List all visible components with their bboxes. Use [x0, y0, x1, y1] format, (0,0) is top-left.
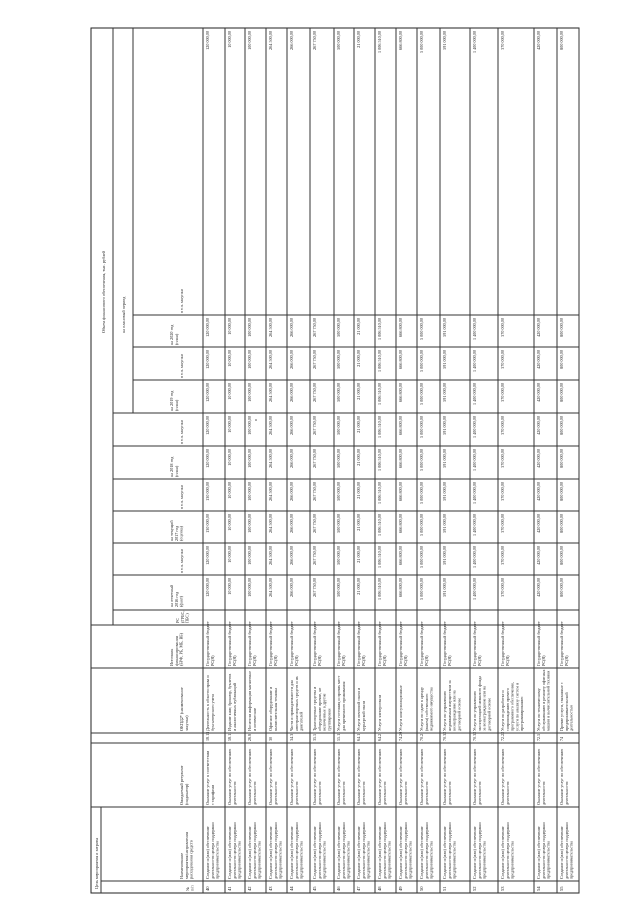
row-amount: 5 000 000,00 [419, 318, 424, 340]
row-goal: Создание и (или) обеспечениедеятельности центра поддержкипредпринимательства [500, 822, 515, 879]
row-amount: 800 000,00 [559, 31, 564, 50]
row-okpd-name: Части и принадлежности дляавтотранспортных средств и ихдвигателей [289, 676, 304, 731]
row-number: 55 [559, 886, 564, 891]
row-amount: 264 500,00 [268, 416, 273, 435]
row-amount: 100 000,00 [247, 449, 252, 468]
row-amount: 267 750,00 [312, 318, 317, 337]
row-amount: 800 000,00 [559, 318, 564, 337]
header-plan-2018: на 2018 год(план) [169, 456, 179, 477]
row-amount: 1 006 510,00 [377, 318, 382, 340]
row-amount: 1 006 510,00 [377, 31, 382, 53]
row-amount: 10 000,00 [227, 482, 232, 499]
row-amount: 500 000,00 [336, 383, 341, 402]
row-amount: 21 000,00 [356, 383, 361, 400]
row-goal: Создание и (или) обеспечениедеятельности центра поддержкипредпринимательства [289, 822, 304, 879]
header-2019: на 2019 год(план) [169, 390, 179, 411]
row-amount: 5 000 000,00 [419, 546, 424, 568]
row-amount: 500 000,00 [336, 482, 341, 501]
row-okpd-name: Услуги по сдаче в аренду(внаем) собственногонедвижимого имущества [419, 687, 434, 731]
row-amount: 591 000,00 [442, 449, 447, 468]
row-okpd-code: 34.3 [289, 733, 294, 741]
row-goal: Создание и (или) обеспечениедеятельности центра поддержкипредпринимательства [377, 822, 392, 879]
row-amount: 420 000,00 [536, 416, 541, 435]
row-amount: 1 006 510,00 [377, 350, 382, 372]
row-okpd-code: 72.5 [536, 733, 541, 741]
row-amount: 120 000,00 [205, 383, 210, 402]
header-goal-name: Наименованиемероприятия/направлениярасходования средств [179, 832, 194, 879]
row-amount: 370 000,00 [500, 31, 505, 50]
row-amount: 666 800,00 [398, 449, 403, 468]
row-amount: 370 000,00 [500, 416, 505, 435]
row-amount: 1 006 510,00 [377, 578, 382, 600]
row-amount: 266 000,00 [289, 383, 294, 402]
row-okpd-code: 26.8 [247, 733, 252, 741]
row-amount: 266 000,00 [289, 578, 294, 597]
row-okpd-code: 74.20 [398, 731, 403, 741]
row-goal: Создание и (или) обеспечениедеятельности центра поддержкипредпринимательства [472, 822, 487, 879]
row-amount: 591 000,00 [442, 383, 447, 402]
header-goal-group: Цель мероприятия и затраты [94, 837, 99, 889]
row-amount: 666 800,00 [398, 318, 403, 337]
row-amount: 267 750,00 [312, 514, 317, 533]
row-amount: 420 000,00 [536, 482, 541, 501]
row-amount: 267 750,00 [312, 350, 317, 369]
row-amount: 10 000,00 [227, 514, 232, 531]
row-okpd-code: 55.11 [336, 731, 341, 741]
row-goal: Создание и (или) обеспечениедеятельности центра поддержкипредпринимательства [356, 822, 371, 879]
row-source: Государственный бюджетРС(Я) [268, 621, 278, 666]
row-amount: 666 800,00 [398, 350, 403, 369]
row-amount: 10 000,00 [227, 318, 232, 335]
row-goal: Создание и (или) обеспечениедеятельности центра поддержкипредпринимательства [227, 822, 242, 879]
header-source: Источникфинансирования(БРФ, РБ, МБ, ВБ) [169, 632, 184, 666]
row-number: 41 [227, 886, 232, 891]
header-2020: на 2020 год(план) [169, 324, 179, 345]
row-amount: 800 000,00 [559, 482, 564, 501]
row-okpd-name: Носители информации магнитныеи оптические [247, 670, 257, 731]
row-amount: 1 400 000,00 [472, 578, 477, 600]
row-okpd-name: Деятельность в области права ибухгалтерского учета [205, 675, 215, 731]
row-amount: 800 000,00 [559, 546, 564, 565]
row-amount: 5 000 000,00 [419, 449, 424, 471]
row-amount: 100 000,00 [247, 514, 252, 533]
row-amount: 666 800,00 [398, 514, 403, 533]
row-number: 45 [312, 886, 317, 891]
row-expected-result: Оказание услуг по обеспечениюдеятельности [398, 748, 408, 805]
row-source: Государственный бюджетРС(Я) [442, 621, 452, 666]
row-amount: 370 000,00 [500, 350, 505, 369]
row-source: Государственный бюджетРС(Я) [559, 621, 569, 666]
row-amount: 1 006 510,00 [377, 383, 382, 405]
row-goal: Создание и (или) обеспечениедеятельности центра поддержкипредпринимательства [247, 822, 262, 879]
row-goal: Создание и (или) обеспечениедеятельности центра поддержкипредпринимательства [442, 822, 457, 879]
row-okpd-code: 18.13 [205, 731, 210, 741]
row-amount: 120 000,00 [205, 318, 210, 337]
row-okpd-name: Издание книг, брошюр, буклетови аналогичных публикаций [227, 673, 237, 731]
row-expected-result: Оказание услуг в соответствиис тарифами [205, 750, 215, 805]
row-amount: 800 000,00 [559, 449, 564, 468]
row-amount: 370 000,00 [500, 482, 505, 501]
row-okpd-name: Услуги по управлениюнедвижимым имуществом завознаграждение или надоговорной основе [442, 680, 462, 731]
row-amount: 800 000,00 [559, 383, 564, 402]
row-amount: 591 000,00 [442, 482, 447, 501]
row-amount: 100 000,00 [247, 578, 252, 597]
row-amount: 264 500,00 [268, 318, 273, 337]
row-amount: 1 400 000,00 [472, 416, 477, 438]
row-amount: 120 000,00 [205, 31, 210, 50]
header-incl-purchases: в т.ч. закупки [179, 420, 184, 444]
row-amount: 370 000,00 [500, 318, 505, 337]
header-current-2017: на текущий2017 год(оценка) [169, 520, 184, 541]
row-amount: 666 800,00 [398, 416, 403, 435]
row-amount: 500 000,00 [336, 31, 341, 50]
row-amount: 1 006 510,00 [377, 546, 382, 568]
row-number: 43 [268, 886, 273, 891]
row-amount: 666 800,00 [398, 383, 403, 402]
row-source: Государственный бюджетРС(Я) [336, 621, 346, 666]
row-amount: 800 000,00 [559, 578, 564, 597]
row-okpd-name: Услуги по техническомуобслуживанию и ремонту офисныхмашин и вычислительной техники [536, 669, 551, 731]
row-amount: 420 000,00 [536, 546, 541, 565]
row-amount: 267 750,00 [312, 449, 317, 468]
row-source: Государственный бюджетРС(Я) [356, 621, 366, 666]
header-planning-group: на плановый период [121, 296, 126, 333]
row-expected-result: Оказание услуг по обеспечениюдеятельности [336, 748, 346, 805]
row-okpd-name: Услуги почтовой связи икурьерской связи [356, 688, 366, 731]
row-amount: 1 400 000,00 [472, 546, 477, 568]
row-amount: 21 000,00 [356, 482, 361, 499]
row-amount: 370 000,00 [500, 514, 505, 533]
row-source: Государственный бюджетРС(Я) [377, 621, 387, 666]
row-amount: 5 000 000,00 [419, 350, 424, 372]
row-amount: 1 006 510,00 [377, 449, 382, 471]
row-source: Государственный бюджетРС(Я) [289, 621, 299, 666]
row-amount: 1 006 510,00 [377, 416, 382, 438]
row-amount: 591 000,00 [442, 416, 447, 435]
row-amount: 666 800,00 [398, 546, 403, 565]
row-expected-result: Оказание услуг по обеспечениюдеятельности [268, 748, 278, 805]
row-amount: 267 750,00 [312, 546, 317, 565]
row-goal: Создание и (или) обеспечениедеятельности центра поддержкипредпринимательства [205, 822, 220, 879]
row-source: Государственный бюджетРС(Я) [247, 621, 257, 666]
row-okpd-name: Услуги консультационные [398, 685, 403, 731]
row-amount: 266 000,00 [289, 482, 294, 501]
row-expected-result: Оказание услуг по обеспечениюдеятельности [472, 748, 482, 805]
row-amount: 5 000 000,00 [419, 31, 424, 53]
row-number: 46 [336, 886, 341, 891]
row-amount: 1 400 000,00 [472, 350, 477, 372]
row-amount: 420 000,00 [536, 514, 541, 533]
scan-speck [255, 419, 257, 421]
row-amount: 1 400 000,00 [472, 449, 477, 471]
row-okpd-name: Транспортные средства иоборудование прочие, невключенные в другиегруппировки [312, 686, 332, 731]
row-amount: 130 000,00 [205, 482, 210, 501]
row-okpd-code: 70.2 [419, 733, 424, 741]
row-expected-result: Оказание услуг по обеспечениюдеятельности [536, 748, 546, 805]
row-source: Государственный бюджетРС(Я) [419, 621, 429, 666]
row-number: 42 [247, 886, 252, 891]
row-amount: 264 500,00 [268, 31, 273, 50]
row-amount: 21 000,00 [356, 318, 361, 335]
row-source: Государственный бюджетРС(Я) [472, 621, 482, 666]
row-amount: 266 000,00 [289, 416, 294, 435]
row-expected-result: Оказание услуг по обеспечениюдеятельности [442, 748, 452, 805]
row-amount: 5 000 000,00 [419, 578, 424, 600]
row-amount: 120 000,00 [205, 546, 210, 565]
row-number: 47 [356, 886, 361, 891]
row-okpd-code: 72.22 [500, 731, 505, 741]
row-amount: 130 000,00 [205, 514, 210, 533]
row-amount: 420 000,00 [536, 383, 541, 402]
row-okpd-name: Услуги электросвязи [377, 694, 382, 731]
row-amount: 10 000,00 [227, 350, 232, 367]
header-kbk: РС(ГРБС,ПБС) [175, 610, 190, 623]
row-amount: 591 000,00 [442, 578, 447, 597]
row-amount: 264 500,00 [268, 578, 273, 597]
row-amount: 100 000,00 [247, 546, 252, 565]
row-amount: 591 000,00 [442, 31, 447, 50]
row-goal: Создание и (или) обеспечениедеятельности центра поддержкипредпринимательства [559, 822, 574, 879]
row-amount: 266 000,00 [289, 449, 294, 468]
header-funding-group: Объем финансового обеспечения, тыс. рублей [101, 250, 106, 333]
row-amount: 120 000,00 [205, 578, 210, 597]
row-amount: 666 800,00 [398, 482, 403, 501]
row-amount: 21 000,00 [356, 449, 361, 466]
row-amount: 1 400 000,00 [472, 31, 477, 53]
row-okpd-name: Услуги по разработке исопровождению прочегопрограммного обеспечения,услуги по анализу систем ипрограммированию [500, 682, 525, 731]
row-amount: 500 000,00 [336, 546, 341, 565]
row-source: Государственный бюджетРС(Я) [205, 621, 215, 666]
row-amount: 420 000,00 [536, 318, 541, 337]
header-incl-purchases: в т.ч. закупки [179, 354, 184, 378]
row-expected-result: Оказание услуг по обеспечениюдеятельности [312, 748, 322, 805]
row-amount: 420 000,00 [536, 350, 541, 369]
row-okpd-code: 58.11 [227, 731, 232, 741]
row-source: Государственный бюджетРС(Я) [312, 621, 322, 666]
row-amount: 100 000,00 [247, 482, 252, 501]
row-okpd-code: 35.5 [312, 733, 317, 741]
row-source: Государственный бюджетРС(Я) [500, 621, 510, 666]
row-amount: 264 500,00 [268, 449, 273, 468]
header-fact-2016: на отчетный2016 год(факт) [169, 584, 184, 607]
row-amount: 10 000,00 [227, 578, 232, 595]
row-amount: 100 000,00 [247, 350, 252, 369]
row-amount: 500 000,00 [336, 578, 341, 597]
row-expected-result: Оказание услуг по обеспечениюдеятельности [227, 748, 237, 805]
row-amount: 5 000 000,00 [419, 416, 424, 438]
row-amount: 266 000,00 [289, 514, 294, 533]
row-amount: 1 400 000,00 [472, 514, 477, 536]
row-expected-result: Оказание услуг по обеспечениюдеятельности [500, 748, 510, 805]
row-amount: 21 000,00 [356, 416, 361, 433]
row-okpd-code: 70.32 [442, 731, 447, 741]
row-amount: 500 000,00 [336, 318, 341, 337]
row-amount: 100 000,00 [247, 31, 252, 50]
row-amount: 370 000,00 [500, 383, 505, 402]
row-amount: 266 000,00 [289, 31, 294, 50]
row-amount: 800 000,00 [559, 514, 564, 533]
row-amount: 5 000 000,00 [419, 482, 424, 504]
row-amount: 1 006 510,00 [377, 514, 382, 536]
row-amount: 10 000,00 [227, 546, 232, 563]
row-amount: 266 000,00 [289, 318, 294, 337]
row-amount: 500 000,00 [336, 416, 341, 435]
row-expected-result: Оказание услуг по обеспечениюдеятельности [289, 748, 299, 805]
row-amount: 1 400 000,00 [472, 318, 477, 340]
row-amount: 21 000,00 [356, 350, 361, 367]
row-amount: 266 000,00 [289, 546, 294, 565]
row-amount: 264 500,00 [268, 350, 273, 369]
row-amount: 266 000,00 [289, 350, 294, 369]
row-amount: 5 000 000,00 [419, 514, 424, 536]
row-okpd-code: 70.32 [472, 731, 477, 741]
row-amount: 370 000,00 [500, 449, 505, 468]
row-amount: 666 800,00 [398, 578, 403, 597]
header-incl-purchases: в т.ч. закупки [179, 289, 184, 313]
row-amount: 591 000,00 [442, 546, 447, 565]
row-amount: 120 000,00 [205, 350, 210, 369]
row-amount: 10 000,00 [227, 31, 232, 48]
row-amount: 100 000,00 [247, 318, 252, 337]
row-amount: 21 000,00 [356, 514, 361, 531]
row-amount: 264 500,00 [268, 482, 273, 501]
row-okpd-code: 74 [559, 736, 564, 741]
row-amount: 21 000,00 [356, 31, 361, 48]
row-number: 51 [442, 886, 447, 891]
row-number: 40 [205, 886, 210, 891]
row-goal: Создание и (или) обеспечениедеятельности центра поддержкипредпринимательства [398, 822, 413, 879]
row-okpd-name: Услуги гостиниц и прочих местдля временного проживания [336, 675, 346, 731]
row-amount: 500 000,00 [336, 350, 341, 369]
row-amount: 264 500,00 [268, 514, 273, 533]
row-goal: Создание и (или) обеспечениедеятельности центра поддержкипредпринимательства [419, 822, 434, 879]
row-amount: 21 000,00 [356, 578, 361, 595]
row-amount: 264 500,00 [268, 546, 273, 565]
row-amount: 800 000,00 [559, 350, 564, 369]
row-expected-result: Оказание услуг по обеспечениюдеятельности [419, 748, 429, 805]
row-source: Государственный бюджетРС(Я) [536, 621, 546, 666]
row-amount: 10 000,00 [227, 416, 232, 433]
row-number: 54 [536, 886, 541, 891]
row-okpd-code: 64.1 [356, 733, 361, 741]
row-amount: 500 000,00 [336, 449, 341, 468]
row-amount: 591 000,00 [442, 350, 447, 369]
row-expected-result: Оказание услуг по обеспечениюдеятельности [377, 748, 387, 805]
row-amount: 591 000,00 [442, 514, 447, 533]
row-amount: 370 000,00 [500, 546, 505, 565]
row-amount: 267 750,00 [312, 578, 317, 597]
row-amount: 1 400 000,00 [472, 482, 477, 504]
row-expected-result: Оказание услуг по обеспечениюдеятельности [247, 748, 257, 805]
row-okpd-name: Прочие услуги, связанные спредпринимательскойдеятельностью [559, 682, 574, 731]
row-okpd-code: 30 [268, 736, 273, 741]
row-amount: 420 000,00 [536, 449, 541, 468]
row-okpd-code: 64.2 [377, 733, 382, 741]
row-amount: 267 750,00 [312, 383, 317, 402]
row-source: Государственный бюджетРС(Я) [398, 621, 408, 666]
row-number: 52 [472, 886, 477, 891]
row-amount: 100 000,00 [247, 383, 252, 402]
row-amount: 267 750,00 [312, 482, 317, 501]
header-expected-result: Ожидаемый результат(индикатор) [179, 765, 189, 805]
row-amount: 264 500,00 [268, 383, 273, 402]
row-okpd-name: Услуги по управлениюэксплуатацией нежилого фондаза вознаграждение или надоговорной основе [472, 675, 492, 731]
row-okpd-name: Офисное оборудование ивычислительная техника [268, 687, 278, 731]
row-amount: 420 000,00 [536, 31, 541, 50]
row-amount: 370 000,00 [500, 578, 505, 597]
row-number: 50 [419, 886, 424, 891]
row-expected-result: Оказание услуг по обеспечениюдеятельности [356, 748, 366, 805]
row-goal: Создание и (или) обеспечениедеятельности центра поддержкипредпринимательства [312, 822, 327, 879]
row-amount: 500 000,00 [336, 514, 341, 533]
header-okpd: ОКПД2* (наименованиезакупки) [179, 687, 189, 731]
row-amount: 1 006 510,00 [377, 482, 382, 504]
row-goal: Создание и (или) обеспечениедеятельности центра поддержкипредпринимательства [336, 822, 351, 879]
row-amount: 1 400 000,00 [472, 383, 477, 405]
row-amount: 591 000,00 [442, 318, 447, 337]
row-amount: 120 000,00 [205, 416, 210, 435]
row-amount: 420 000,00 [536, 578, 541, 597]
row-number: 53 [500, 886, 505, 891]
row-amount: 10 000,00 [227, 449, 232, 466]
row-amount: 10 000,00 [227, 383, 232, 400]
row-number: 49 [398, 886, 403, 891]
row-expected-result: Оказание услуг по обеспечениюдеятельности [559, 748, 569, 805]
row-number: 44 [289, 886, 294, 891]
row-amount: 100 000,00 [247, 416, 252, 435]
header-incl-purchases: в т.ч. закупки [179, 549, 184, 573]
row-amount: 267 750,00 [312, 31, 317, 50]
row-goal: Создание и (или) обеспечениедеятельности центра поддержкипредпринимательства [536, 822, 551, 879]
row-amount: 666 800,00 [398, 31, 403, 50]
row-amount: 267 750,00 [312, 416, 317, 435]
row-amount: 21 000,00 [356, 546, 361, 563]
row-amount: 5 000 000,00 [419, 383, 424, 405]
row-number: 48 [377, 886, 382, 891]
header-incl-purchases: в т.ч. закупки [179, 485, 184, 509]
row-amount: 800 000,00 [559, 416, 564, 435]
row-goal: Создание и (или) обеспечениедеятельности центра поддержкипредпринимательства [268, 822, 283, 879]
header-number: №п/п [185, 885, 195, 891]
row-amount: 120 000,00 [205, 449, 210, 468]
row-source: Государственный бюджетРС(Я) [227, 621, 237, 666]
